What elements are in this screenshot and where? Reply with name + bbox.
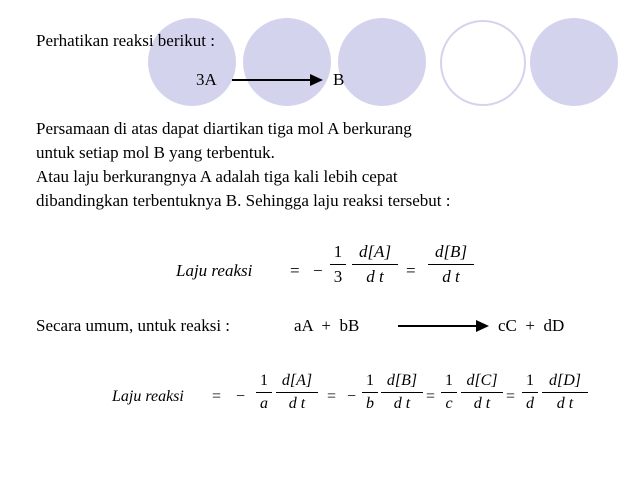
paragraph-line-2: untuk setiap mol B yang terbentuk.	[36, 143, 275, 162]
eq2-frac-dD	[542, 372, 588, 413]
eq2-one-d: 1	[526, 372, 534, 389]
eq2-c: c	[445, 395, 453, 412]
eq1-equals: =	[290, 261, 300, 280]
paragraph-line-3: Atau laju berkurangnya A adalah tiga kali lebih cepat	[36, 167, 398, 186]
decor-circle-2	[243, 18, 331, 106]
intro-text: Perhatikan reaksi berikut :	[36, 31, 215, 50]
paragraph	[36, 117, 451, 213]
general-arrow-icon	[398, 318, 490, 334]
eq2-d: d	[526, 395, 534, 412]
eq1-dA: d[A]	[358, 242, 392, 261]
eq1-frac-A	[352, 242, 398, 287]
eq2-equals-4: =	[506, 388, 516, 405]
reaction1-right: B	[333, 70, 345, 89]
eq2-frac-dC	[461, 372, 503, 413]
eq2-frac-dB	[381, 372, 423, 413]
decor-circle-3	[338, 18, 426, 106]
eq2-dD: d[D]	[548, 372, 581, 389]
general-label: Secara umum, untuk reaksi :	[36, 316, 231, 335]
eq1-frac-B	[428, 242, 474, 287]
eq1-minus: −	[313, 261, 323, 280]
decor-circle-5	[530, 18, 618, 106]
eq2-lhs: Laju reaksi	[112, 388, 184, 405]
eq2-frac-c	[441, 372, 457, 413]
eq2-dt-2: d t	[393, 395, 411, 412]
general-reactants: aA + bB	[294, 316, 360, 335]
eq2-one-c: 1	[445, 372, 453, 389]
decor-circle-4	[440, 20, 526, 106]
reaction1-left: 3A	[196, 70, 217, 89]
eq2-equals-1: =	[212, 388, 222, 405]
eq2-frac-dA	[276, 372, 318, 413]
eq2-b: b	[366, 395, 374, 412]
paragraph-line-4: dibandingkan terbentuknya B. Sehingga laju reaksi tersebut :	[36, 191, 451, 210]
eq2-dt-3: d t	[473, 395, 491, 412]
eq1-coef-frac	[330, 242, 346, 287]
eq2-minus-2: −	[347, 388, 357, 405]
eq1-coef-den: 3	[333, 267, 343, 286]
eq1-dt-2: d t	[442, 267, 460, 286]
eq2-dA: d[A]	[281, 372, 313, 389]
eq2-frac-d	[522, 372, 538, 413]
eq2-equals-2: =	[327, 388, 337, 405]
eq2-dB: d[B]	[386, 372, 418, 389]
reaction-arrow-icon	[232, 72, 324, 88]
eq2-one-a: 1	[260, 372, 268, 389]
eq2-dC: d[C]	[466, 372, 498, 389]
eq1-lhs: Laju reaksi	[176, 261, 253, 280]
eq2-dt-4: d t	[556, 395, 574, 412]
eq2-a: a	[260, 395, 268, 412]
eq1-dB: d[B]	[434, 242, 468, 261]
eq1-coef-num: 1	[333, 242, 343, 261]
eq2-one-b: 1	[366, 372, 374, 389]
eq2-equals-3: =	[426, 388, 436, 405]
eq2-minus-1: −	[236, 388, 246, 405]
general-products: cC + dD	[498, 316, 565, 335]
eq1-equals-2: =	[406, 261, 416, 280]
eq2-frac-b	[362, 372, 378, 413]
eq1-dt-1: d t	[366, 267, 384, 286]
paragraph-line-1: Persamaan di atas dapat diartikan tiga mol A berkurang	[36, 119, 412, 138]
eq2-frac-a	[256, 372, 272, 413]
eq2-dt-1: d t	[288, 395, 306, 412]
